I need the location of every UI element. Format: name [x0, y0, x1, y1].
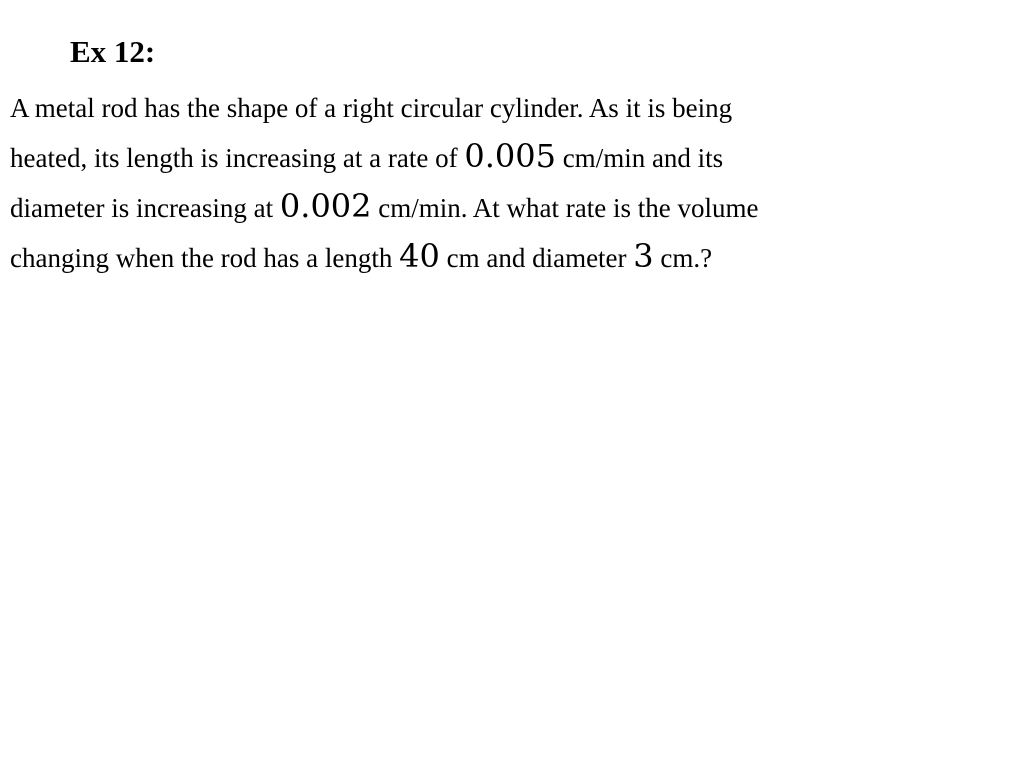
problem-text-segment: cm/min. At what rate is the volume: [371, 193, 759, 223]
slide-title: Ex 12:: [70, 34, 156, 69]
diameter-rate-value: 0.002: [279, 187, 372, 225]
problem-text-segment: changing when the rod has a length: [10, 243, 400, 273]
problem-text-segment: diameter is increasing at: [10, 193, 280, 223]
problem-text-segment: cm/min and its: [555, 143, 724, 173]
problem-text-segment: cm.?: [653, 243, 713, 273]
diameter-value: 3: [633, 237, 654, 275]
length-value: 40: [399, 237, 440, 275]
problem-text-segment: heated, its length is increasing at a rate of: [10, 143, 465, 173]
problem-text: [10, 84, 1010, 282]
problem-line-2: [10, 132, 1010, 182]
problem-line-3: [10, 182, 1010, 232]
length-rate-value: 0.005: [464, 137, 556, 175]
problem-line-1: [10, 84, 1010, 132]
problem-line-4: [10, 232, 1010, 282]
problem-text-segment: A metal rod has the shape of a right circular cylinder. As it is being: [10, 93, 733, 123]
problem-text-segment: cm and diameter: [439, 243, 634, 273]
